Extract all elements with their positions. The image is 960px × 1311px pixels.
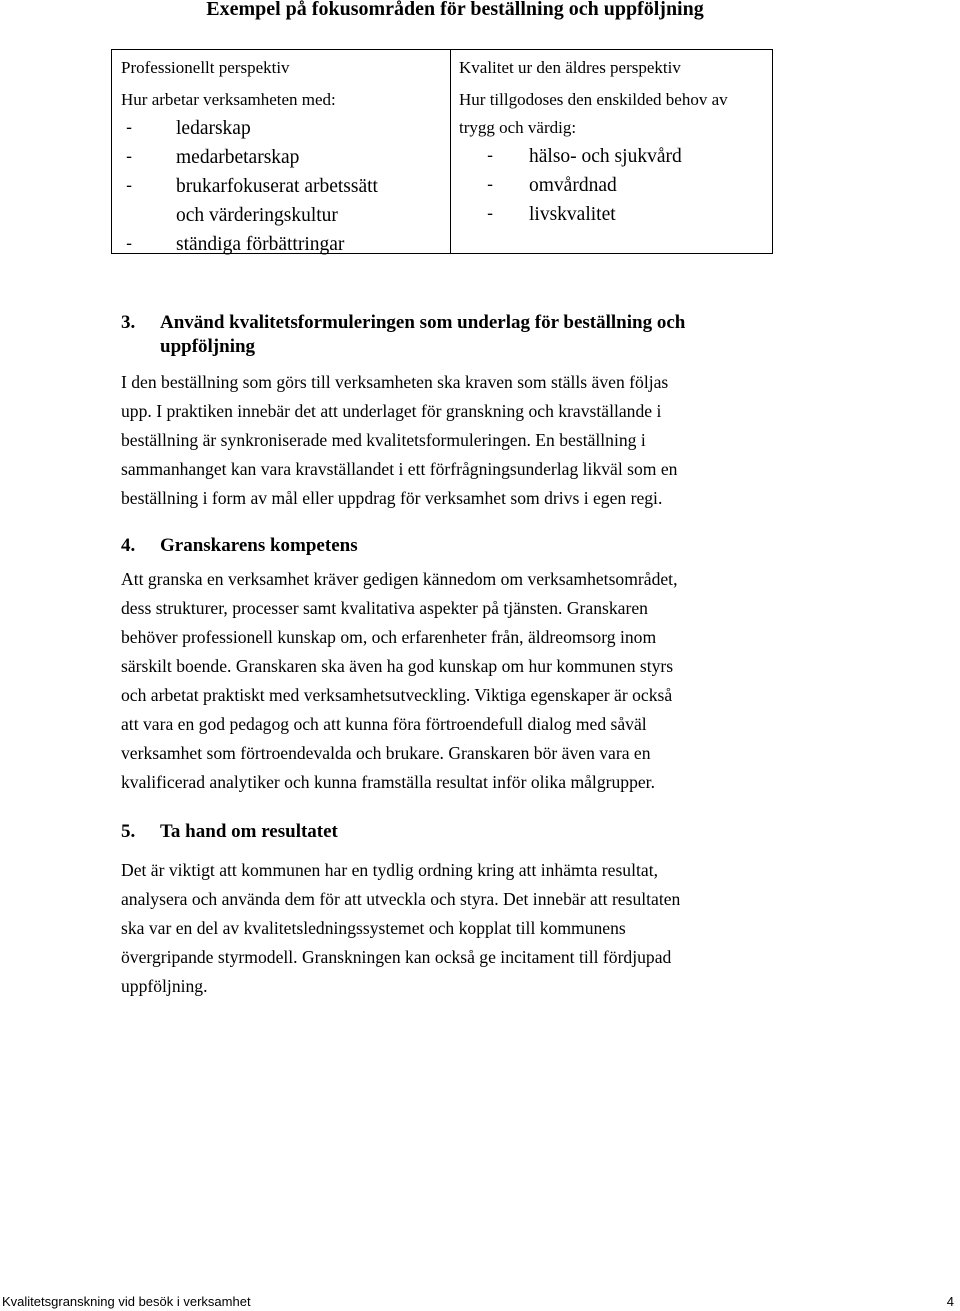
elderly-perspective-list [459, 142, 772, 229]
dash-marker: - [487, 146, 494, 166]
body-line: beställning i form av mål eller uppdrag för verksamhet som drivs i egen regi. [121, 488, 663, 508]
list-item [459, 200, 772, 229]
section-heading [121, 311, 761, 359]
section-5 [121, 820, 761, 1001]
section-heading-line: uppföljning [160, 336, 256, 357]
page-title: Exempel på fokusområden för beställning och uppföljning [206, 0, 704, 20]
dash-marker: - [487, 204, 494, 224]
dash-marker: - [126, 118, 133, 138]
list-item-text: brukarfokuserat arbetssätt [176, 176, 378, 197]
footer-document-title: Kvalitetsgranskning vid besök i verksamhet [2, 1294, 251, 1309]
professional-perspective-intro: Hur arbetar verksamheten med: [121, 90, 336, 109]
list-item-continuation [121, 201, 450, 230]
section-3 [121, 311, 761, 513]
professional-perspective-cell [112, 50, 451, 253]
elderly-perspective-cell [451, 50, 772, 253]
dash-marker: - [126, 147, 133, 167]
list-item-text: livskvalitet [529, 204, 616, 225]
list-item-text: ständiga förbättringar [176, 234, 345, 255]
list-item-text: och värderingskultur [176, 205, 338, 226]
dash-marker: - [126, 234, 133, 254]
body-line: kvalificerad analytiker och kunna framställa resultat inför olika målgrupper. [121, 772, 655, 792]
focus-areas-table [111, 49, 773, 254]
body-line: uppföljning. [121, 976, 208, 996]
body-line: ska var en del av kvalitetsledningssystemet och kopplat till kommunens [121, 918, 626, 938]
dash-marker: - [487, 175, 494, 195]
body-line: behöver professionell kunskap om, och erfarenheter från, äldreomsorg inom [121, 627, 657, 647]
section-heading-line: Använd kvalitetsformuleringen som underlag för beställning och [160, 312, 686, 333]
list-item [459, 142, 772, 171]
section-body [121, 565, 761, 797]
body-line: I den beställning som görs till verksamheten ska kraven som ställs även följas [121, 372, 669, 392]
dash-marker: - [126, 176, 133, 196]
elderly-perspective-intro-line-2: trygg och värdig: [459, 118, 577, 137]
section-heading [121, 820, 761, 844]
body-line: och arbetat praktiskt med verksamhetsutveckling. Viktiga egenskaper är också [121, 685, 673, 705]
body-line: dess strukturer, processer samt kvalitativa aspekter på tjänsten. Granskaren [121, 598, 648, 618]
body-line: särskilt boende. Granskaren ska även ha god kunskap om hur kommunen styrs [121, 656, 674, 676]
section-heading [121, 534, 761, 558]
section-body [121, 368, 761, 513]
body-line: att vara en god pedagog och att kunna föra förtroendefull dialog med såväl [121, 714, 647, 734]
list-item-text: ledarskap [176, 118, 251, 139]
elderly-perspective-intro-line-1: Hur tillgodoses den enskilded behov av [459, 90, 728, 109]
list-item-text: omvårdnad [529, 175, 617, 196]
list-item [121, 230, 450, 259]
list-item [121, 114, 450, 143]
professional-perspective-header: Professionellt perspektiv [121, 58, 290, 77]
elderly-perspective-header: Kvalitet ur den äldres perspektiv [459, 58, 681, 77]
section-number: 4. [121, 535, 136, 556]
list-item-text: hälso- och sjukvård [529, 146, 682, 167]
professional-perspective-list [121, 114, 450, 259]
list-item [121, 172, 450, 201]
section-heading-line: Granskarens kompetens [160, 535, 358, 556]
body-line: beställning är synkroniserade med kvalitetsformuleringen. En beställning i [121, 430, 646, 450]
list-item [459, 171, 772, 200]
section-4 [121, 534, 761, 797]
body-line: analysera och använda dem för att utveckla och styra. Det innebär att resultaten [121, 889, 681, 909]
body-line: Det är viktigt att kommunen har en tydlig ordning kring att inhämta resultat, [121, 860, 658, 880]
footer-page-number: 4 [946, 1294, 954, 1309]
list-item-text: medarbetarskap [176, 147, 300, 168]
section-number: 5. [121, 821, 136, 842]
body-line: Att granska en verksamhet kräver gedigen kännedom om verksamhetsområdet, [121, 569, 678, 589]
body-line: verksamhet som förtroendevalda och brukare. Granskaren bör även vara en [121, 743, 651, 763]
list-item [121, 143, 450, 172]
body-line: upp. I praktiken innebär det att underlaget för granskning och kravställande i [121, 401, 662, 421]
body-line: övergripande styrmodell. Granskningen kan också ge incitament till fördjupad [121, 947, 672, 967]
section-number: 3. [121, 312, 136, 333]
section-heading-line: Ta hand om resultatet [160, 821, 338, 842]
body-line: sammanhanget kan vara kravställandet i ett förfrågningsunderlag likväl som en [121, 459, 678, 479]
section-body [121, 856, 761, 1001]
